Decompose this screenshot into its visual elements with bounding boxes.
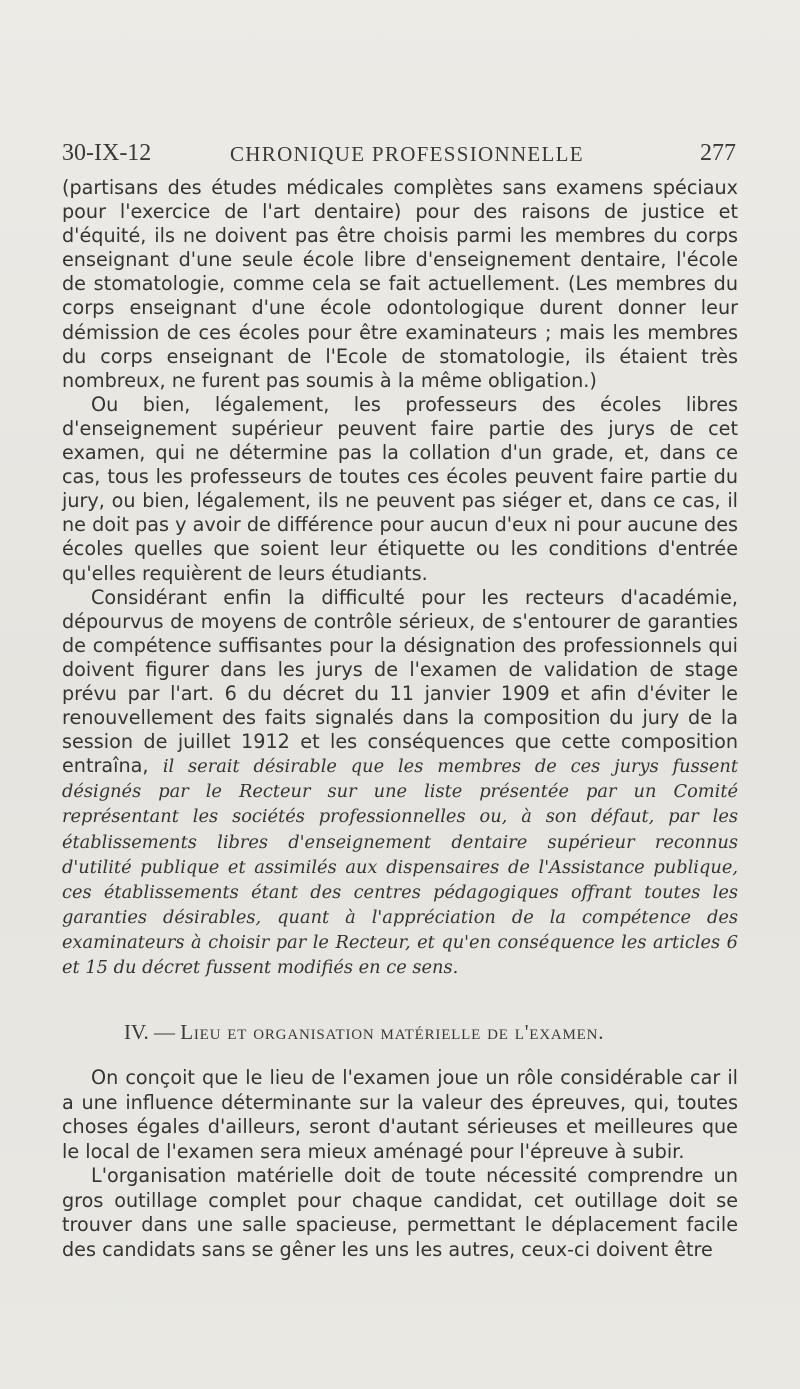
section-title: Lieu et organisation matérielle de l'examen. xyxy=(180,1020,605,1044)
paragraph-3-text: Considérant enfin la difficulté pour les recteurs d'académie, dépourvus de moyens de contrôle sérieux, de s'entourer de garanties de compétence suffisantes pour la désignation des professionnels qui doivent figurer dans les jurys de l'examen de validation de stage prévu par l'art. 6 du décret du 11 janvier 1909 et afin d'éviter le renouvellement des faits signalés dans la composition du jury de la session de juillet 1912 et les conséquences que cette composition entraîna, xyxy=(62,585,738,778)
paragraph-5 xyxy=(62,1164,738,1262)
paragraph-4 xyxy=(62,1066,738,1164)
page-number: 277 xyxy=(700,140,736,166)
paragraph-5-text: L'organisation matérielle doit de toute nécessité comprendre un gros outillage complet pour chaque candidat, cet outillage doit se trouver dans une salle spacieuse, permettant le déplacement facile des candidats sans se gêner les uns les autres, ceux-ci doivent être xyxy=(62,1164,738,1261)
paragraph-3-italic-resolution: il serait désirable que les membres de ces jurys fussent désignés par le Recteur sur une liste présentée par un Comité représentant les sociétés professionnelles ou, à son défaut, par les établissements libres d'enseignement dentaire supérieur reconnus d'utilité publique et assimilés aux dispensaires de l'Assistance publique, ces établissements étant des centres pédagogiques offrant toutes les garanties désirables, quant à l'appréciation de la compétence des examinateurs à choisir par le Recteur, et qu'en conséquence les articles 6 et 15 du décret fussent modifiés en ce sens. xyxy=(62,756,738,978)
body-text-upper xyxy=(62,176,738,980)
paragraph-1 xyxy=(62,176,738,393)
running-title: CHRONIQUE PROFESSIONNELLE xyxy=(230,142,584,166)
paragraph-4-text: On conçoit que le lieu de l'examen joue un rôle considérable car il a une influence déterminante sur la valeur des épreuves, qui, toutes choses égales d'ailleurs, seront d'autant sérieuses et meilleures que le local de l'examen sera mieux aménagé pour l'épreuve à subir. xyxy=(62,1066,738,1163)
page-header xyxy=(62,140,740,174)
section-numeral: IV. — xyxy=(124,1020,175,1044)
body-text-lower xyxy=(62,1066,738,1262)
section-heading xyxy=(124,1020,724,1045)
paragraph-2 xyxy=(62,393,738,586)
header-date: 30-IX-12 xyxy=(62,140,152,166)
paragraph-3 xyxy=(62,586,738,981)
paragraph-2-text: Ou bien, légalement, les professeurs des écoles libres d'enseignement supérieur peuvent faire partie des jurys de cet examen, qui ne détermine pas la collation d'un grade, et, dans ce cas, tous les professeurs de toutes ces écoles peuvent faire partie du jury, ou bien, légalement, ils ne peuvent pas siéger et, dans ce cas, il ne doit pas y avoir de différence pour aucun d'eux ni pour aucune des écoles quelles que soient leur étiquette ou les conditions d'entrée qu'elles requièrent de leurs étudiants. xyxy=(62,392,738,585)
paragraph-1-text: (partisans des études médicales complètes sans examens spéciaux pour l'exercice de l'art dentaire) pour des raisons de justice et d'équité, ils ne doivent pas être choisis parmi les membres du corps enseignant d'une seule école libre d'enseignement dentaire, l'école de stomatologie, comme cela se fait actuellement. (Les membres du corps enseignant d'une école odontologique durent donner leur démission de ces écoles pour être examinateurs ; mais les membres du corps enseignant de l'Ecole de stomatologie, ils étaient très nombreux, ne furent pas soumis à la même obligation.) xyxy=(62,176,738,392)
